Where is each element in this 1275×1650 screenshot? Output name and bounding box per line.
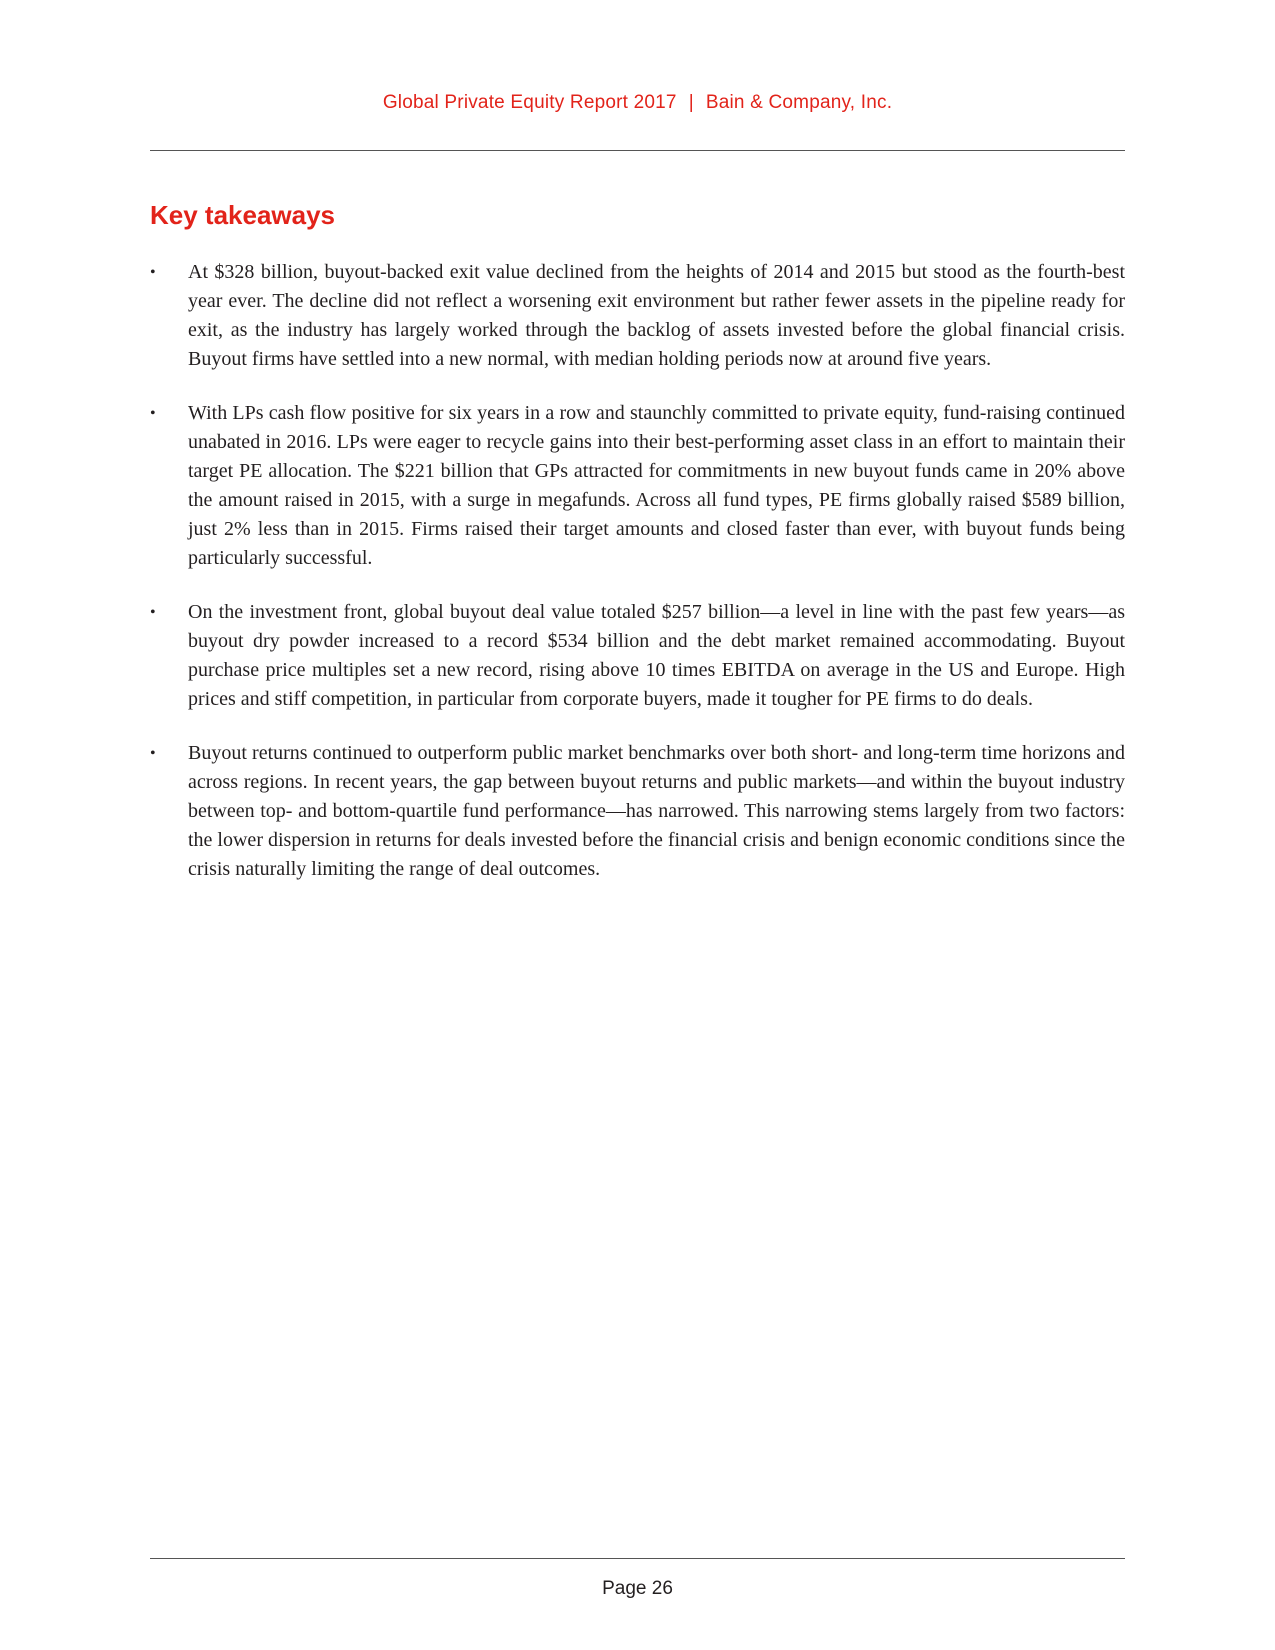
header-separator: | [688, 92, 694, 113]
company-name: Bain & Company, Inc. [705, 92, 893, 113]
takeaway-text: With LPs cash flow positive for six years in a row and staunchly committed to private equity, fund-raising continued unabated in 2016. LPs were eager to recycle gains into their best-performing asset class in an effort to maintain their target PE allocation. The $221 billion that GPs attracted for commitments in new buyout funds came in 20% above the amount raised in 2015, with a surge in megafunds. Across all fund types, PE firms globally raised $589 billion, just 2% less than in 2015. Firms raised their target amounts and closed faster than ever, with buyout funds being particularly successful. [188, 402, 1125, 569]
takeaway-text: Buyout returns continued to outperform public market benchmarks over both short- and long-term time horizons and across regions. In recent years, the gap between buyout returns and public markets—and within the buyout industry between top- and bottom-quartile fund performance—has narrowed. This narrowing stems largely from two factors: the lower dispersion in returns for deals invested before the financial crisis and benign economic conditions since the crisis naturally limiting the range of deal outcomes. [188, 742, 1125, 880]
bullet-icon: • [150, 405, 156, 422]
page-number: Page 26 [602, 1578, 673, 1599]
takeaway-item [150, 258, 1125, 374]
bullet-icon: • [150, 745, 156, 762]
takeaway-text: On the investment front, global buyout deal value totaled $257 billion—a level in line with the past few years—as buyout dry powder increased to a record $534 billion and the debt market remained accommodating. Buyout purchase price multiples set a new record, rising above 10 times EBITDA on average in the US and Europe. High prices and stiff competition, in particular from corporate buyers, made it tougher for PE firms to do deals. [188, 601, 1125, 710]
bullet-icon: • [150, 604, 156, 621]
takeaway-text: At $328 billion, buyout-backed exit value declined from the heights of 2014 and 2015 but stood as the fourth-best year ever. The decline did not reflect a worsening exit environment but rather fewer assets in the pipeline ready for exit, as the industry has largely worked through the backlog of assets invested before the global financial crisis. Buyout firms have settled into a new normal, with median holding periods now at around five years. [188, 261, 1125, 370]
footer-rule [150, 1558, 1125, 1559]
report-title: Global Private Equity Report 2017 [382, 92, 677, 113]
section-title: Key takeaways [150, 200, 336, 230]
takeaways-list [150, 258, 1125, 909]
page-header [0, 92, 1275, 114]
takeaway-item [150, 739, 1125, 884]
takeaway-item [150, 399, 1125, 573]
header-rule [150, 150, 1125, 151]
takeaway-item [150, 598, 1125, 714]
bullet-icon: • [150, 264, 156, 281]
